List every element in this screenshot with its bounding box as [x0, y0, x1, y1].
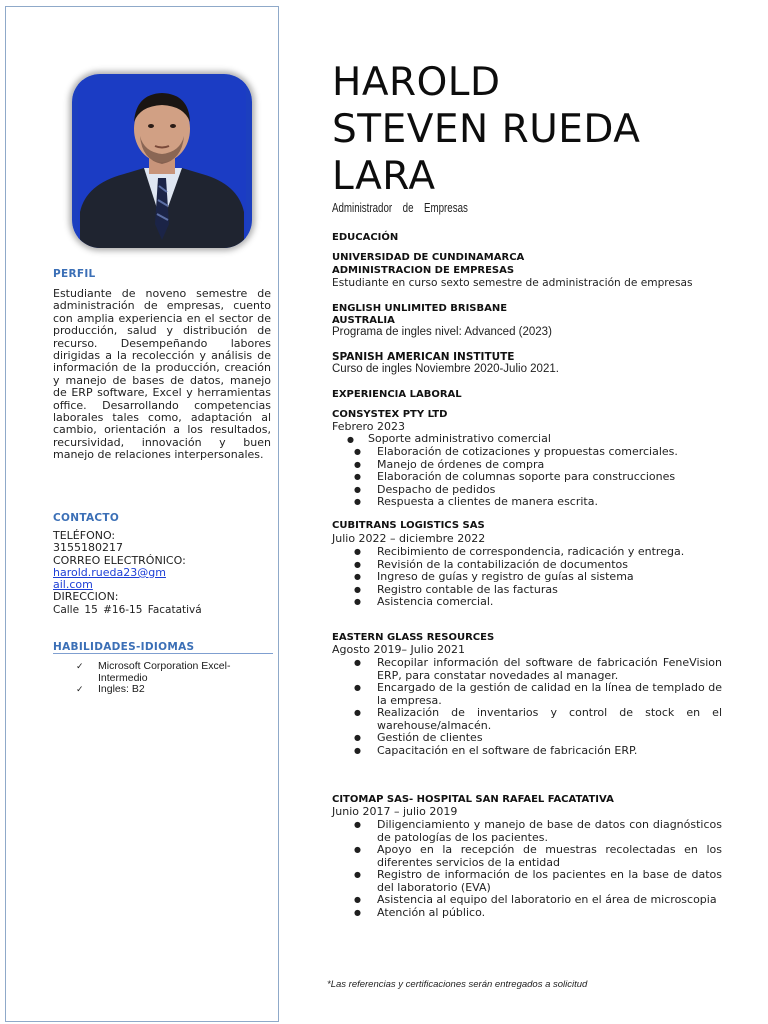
skill-item: ✓ Ingles: B2: [76, 683, 145, 696]
education-school: UNIVERSIDAD DE CUNDINAMARCA: [332, 252, 525, 263]
phone-label: TELÉFONO:: [53, 529, 116, 542]
contact-heading: CONTACTO: [53, 512, 120, 524]
name-line-1: HAROLD: [332, 60, 501, 105]
phone-value: 3155180217: [53, 541, 123, 555]
bullet-icon: ●: [354, 572, 361, 581]
education-detail: Curso de ingles Noviembre 2020-Julio 2021.: [332, 363, 559, 375]
job-task: ● Asistencia al equipo del laboratorio en el área de microscopia: [354, 893, 717, 906]
bullet-icon: ●: [354, 597, 361, 606]
bullet-icon: ●: [354, 708, 361, 717]
job-task: ● Elaboración de columnas soporte para construcciones: [354, 470, 676, 483]
profile-photo: [72, 74, 252, 248]
job-task: ● Registro contable de las facturas: [354, 582, 558, 596]
education-program: AUSTRALIA: [332, 315, 395, 326]
bullet-icon: ●: [354, 472, 361, 481]
bullet-icon: ●: [354, 845, 361, 854]
bullet-icon: ●: [354, 584, 361, 594]
job-date: Agosto 2019– Julio 2021: [332, 643, 466, 656]
bullet-icon: ●: [354, 459, 361, 469]
address-value: Calle 15 #16-15 Facatativá: [53, 603, 202, 616]
bullet-icon: ●: [347, 435, 354, 444]
job-task-list: [352, 819, 722, 919]
bullet-icon: ●: [354, 547, 361, 556]
bullet-icon: ●: [354, 870, 361, 879]
education-detail: Estudiante en curso sexto semestre de administración de empresas: [332, 277, 693, 289]
skill-item: ✓ Microsoft Corporation Excel- Intermedio: [76, 660, 231, 684]
job-task-list: [352, 546, 722, 609]
job-company: CONSYSTEX PTY LTD: [332, 409, 448, 420]
email-link[interactable]: harold.rueda23@gm: [53, 565, 166, 579]
skills-heading: HABILIDADES-IDIOMAS: [53, 641, 195, 653]
job-title: Administrador de Empresas: [332, 201, 468, 215]
bullet-icon: ●: [354, 683, 361, 692]
job-task: ● Gestión de clientes: [354, 731, 483, 744]
profile-summary: Estudiante de noveno semestre de administración de empresas, cuento con amplia experiencia en el sector de producción, salud y distribución de recurso. Desempeñando labores dirigidas a la recolección y análisis de información de la producción, creación y manejo de bases de datos, manejo de ERP software, Excel y herramientas office. Desarrollando competencias laborales tales como, adaptación al cambio, orientación a los resultados, recursividad, innovación y buen manejo de relaciones interpersonales.: [53, 287, 271, 462]
skills-divider: [53, 653, 273, 654]
email-label: CORREO ELECTRÓNICO:: [53, 553, 186, 567]
job-task: ● Registro de información de los pacientes en la base de datos del laboratorio (EVA): [354, 868, 722, 894]
education-heading: EDUCACIÓN: [332, 232, 399, 243]
contact-block: [53, 530, 273, 616]
education-school: ENGLISH UNLIMITED BRISBANE: [332, 303, 508, 314]
name-line-3: LARA: [332, 154, 436, 199]
bullet-icon: ●: [354, 745, 361, 755]
job-date: Junio 2017 – julio 2019: [332, 805, 458, 818]
job-task: ● Respuesta a clientes de manera escrita.: [354, 495, 598, 508]
name-line-2: STEVEN RUEDA: [332, 107, 641, 152]
job-task-list: [352, 446, 722, 509]
skills-list: [76, 661, 276, 696]
bullet-icon: ●: [354, 484, 361, 494]
education-detail: Programa de ingles nivel: Advanced (2023): [332, 326, 552, 338]
job-task: ● Capacitación en el software de fabricación ERP.: [354, 743, 638, 757]
email-link-continued[interactable]: ail.com: [53, 578, 93, 592]
job-task: ● Recopilar información del software de fabricación FeneVision ERP, para constatar novedades al manager.: [354, 656, 722, 682]
job-company: CUBITRANS LOGISTICS SAS: [332, 520, 485, 531]
address-label: DIRECCION:: [53, 590, 119, 604]
checkmark-icon: ✓: [76, 661, 84, 671]
bullet-icon: ●: [354, 907, 361, 917]
checkmark-icon: ✓: [76, 684, 84, 695]
references-footnote: *Las referencias y certificaciones serán entregados a solicitud: [327, 979, 588, 990]
job-task: ● Manejo de órdenes de compra: [354, 457, 545, 471]
bullet-icon: ●: [354, 895, 361, 904]
job-task: ● Ingreso de guías y registro de guías al sistema: [354, 570, 634, 583]
job-task-list: [352, 657, 722, 757]
job-task: ● Asistencia comercial.: [354, 595, 494, 608]
job-task: ● Despacho de pedidos: [354, 482, 496, 496]
education-program: ADMINISTRACION DE EMPRESAS: [332, 265, 515, 276]
bullet-icon: ●: [354, 559, 361, 569]
job-date: Julio 2022 – diciembre 2022: [332, 532, 486, 545]
job-task: ● Atención al público.: [354, 905, 486, 919]
bullet-icon: ●: [354, 820, 361, 829]
bullet-icon: ●: [354, 733, 361, 742]
job-task: ● Encargado de la gestión de calidad en la línea de templado de la empresa.: [354, 681, 722, 707]
job-task: ● Elaboración de cotizaciones y propuestas comerciales.: [354, 445, 678, 458]
experience-heading: EXPERIENCIA LABORAL: [332, 389, 462, 400]
job-company: CITOMAP SAS- HOSPITAL SAN RAFAEL FACATATIVA: [332, 794, 614, 805]
job-date: Febrero 2023: [332, 420, 406, 433]
bullet-icon: ●: [354, 447, 361, 456]
job-task: ● Apoyo en la recepción de muestras recolectadas en los diferentes servicios de la entidad: [354, 843, 722, 869]
job-subtitle: ● Soporte administrativo comercial: [347, 432, 551, 445]
bullet-icon: ●: [354, 497, 361, 506]
education-school: SPANISH AMERICAN INSTITUTE: [332, 351, 515, 363]
job-task: ● Revisión de la contabilización de documentos: [354, 557, 628, 571]
profile-heading: PERFIL: [53, 268, 96, 280]
job-task: ● Diligenciamiento y manejo de base de datos con diagnósticos de patologías de los pacientes.: [354, 818, 722, 844]
bullet-icon: ●: [354, 658, 361, 667]
job-task: ● Recibimiento de correspondencia, radicación y entrega.: [354, 545, 685, 558]
job-task: ● Realización de inventarios y control de stock en el warehouse/almacén.: [354, 706, 722, 732]
job-company: EASTERN GLASS RESOURCES: [332, 632, 495, 643]
